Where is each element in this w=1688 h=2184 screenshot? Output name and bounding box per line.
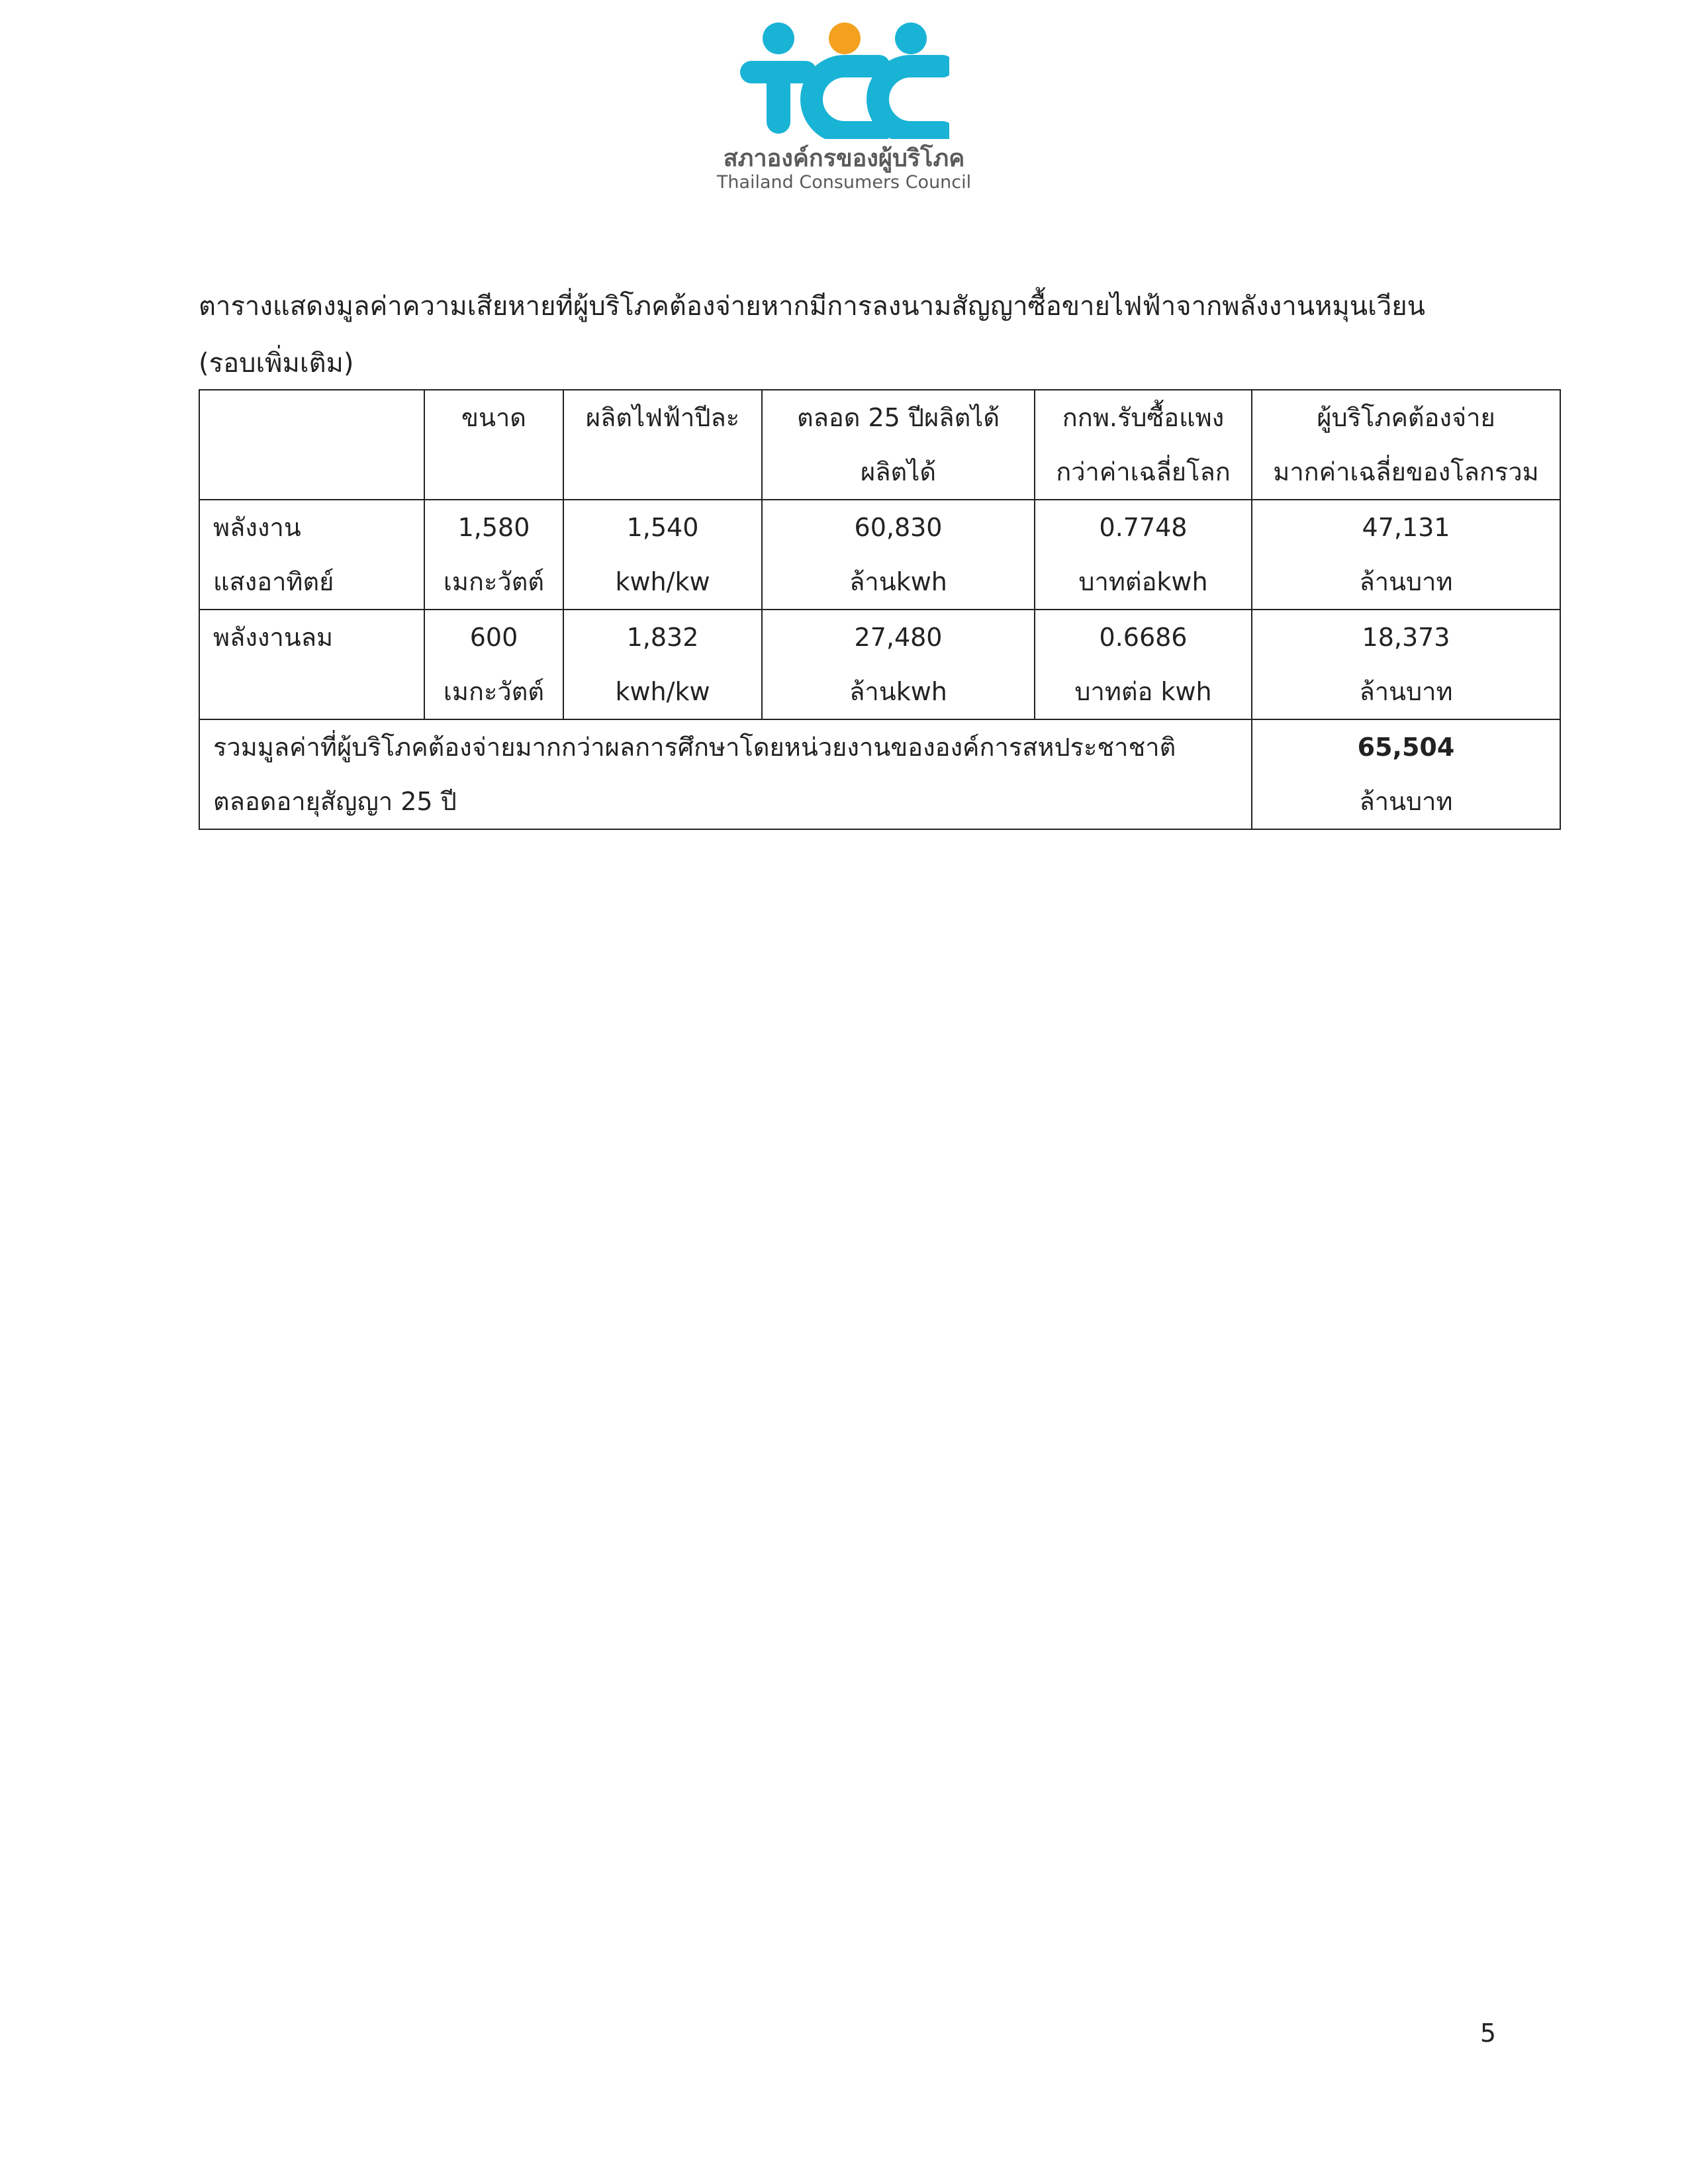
row-label-wind: พลังงานลม — [199, 610, 424, 719]
title-line-1: ตารางแสดงมูลค่าความเสียหายที่ผู้บริโภคต้องจ่ายหากมีการลงนามสัญญาซื้อขายไฟฟ้าจากพลังงานหมุนเวียน — [199, 291, 1426, 322]
total-value-cell — [1252, 719, 1560, 829]
table-header-row — [199, 390, 1560, 500]
solar-annual-output-cell: 1,540 kwh/kw — [563, 500, 762, 610]
table-row-wind — [199, 610, 1560, 719]
document-title — [199, 278, 1523, 392]
wind-price-gap-cell: 0.6686 บาทต่อ kwh — [1035, 610, 1252, 719]
logo-thai-name: สภาองค์กรของผู้บริโภค — [723, 145, 965, 172]
header-cell-price-gap: กกพ.รับซื้อแพง กว่าค่าเฉลี่ยโลก — [1035, 390, 1252, 500]
wind-annual-output-cell: 1,832 kwh/kw — [563, 610, 762, 719]
header-cell-consumer-cost: ผู้บริโภคต้องจ่าย มากค่าเฉลี่ยของโลกรวม — [1252, 390, 1560, 500]
tcc-logo-mark — [740, 20, 949, 139]
logo-english-name: Thailand Consumers Council — [716, 172, 972, 193]
row-label-solar: พลังงาน แสงอาทิตย์ — [199, 500, 424, 610]
wind-size-cell: 600 เมกะวัตต์ — [424, 610, 563, 719]
table-row-solar — [199, 500, 1560, 610]
solar-size-cell: 1,580 เมกะวัตต์ — [424, 500, 563, 610]
wind-25-year-output-cell: 27,480 ล้านkwh — [762, 610, 1035, 719]
damage-value-table — [199, 389, 1561, 830]
solar-25-year-output-cell: 60,830 ล้านkwh — [762, 500, 1035, 610]
total-unit: ล้านบาท — [1359, 787, 1453, 816]
solar-price-gap-cell: 0.7748 บาทต่อkwh — [1035, 500, 1252, 610]
logo — [0, 13, 1688, 199]
total-label-cell: รวมมูลค่าที่ผู้บริโภคต้องจ่ายมากกว่าผลการศึกษาโดยหน่วยงานขององค์การสหประชาชาติ ตลอดอายุสัญญา 25 ปี — [199, 719, 1252, 829]
header-cell-25-year-output: ตลอด 25 ปีผลิตได้ ผลิตได้ — [762, 390, 1035, 500]
solar-consumer-cost-cell: 47,131 ล้านบาท — [1252, 500, 1560, 610]
wind-consumer-cost-cell: 18,373 ล้านบาท — [1252, 610, 1560, 719]
header-cell-empty — [199, 390, 424, 500]
header-cell-annual-output: ผลิตไฟฟ้าปีละ — [563, 390, 762, 500]
total-value: 65,504 — [1357, 733, 1455, 762]
page-number: 5 — [1479, 2019, 1496, 2048]
table-row-total — [199, 719, 1560, 829]
header-cell-size: ขนาด — [424, 390, 563, 500]
title-line-2: (รอบเพิ่มเติม) — [199, 348, 354, 379]
